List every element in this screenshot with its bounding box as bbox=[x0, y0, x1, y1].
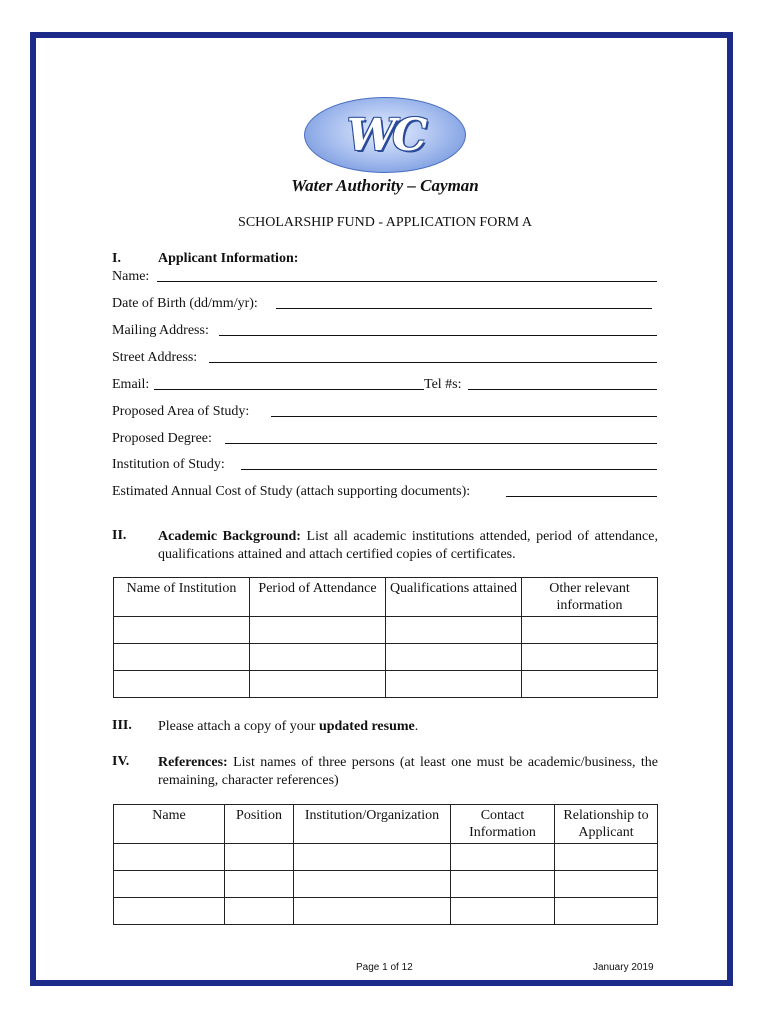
proposed-degree-field-line[interactable] bbox=[225, 443, 657, 444]
updated-resume-emphasis: updated resume bbox=[318, 719, 415, 734]
table-row bbox=[114, 898, 658, 925]
references-header-row bbox=[114, 805, 658, 844]
academic-table bbox=[113, 577, 658, 698]
table-cell[interactable] bbox=[451, 844, 555, 871]
section-3-number: III. bbox=[112, 718, 132, 733]
form-title: SCHOLARSHIP FUND - APPLICATION FORM A bbox=[238, 215, 532, 230]
table-row bbox=[114, 671, 658, 698]
academic-header-row bbox=[114, 578, 658, 617]
references-header-cell: Name bbox=[114, 805, 225, 844]
street-address-field-line[interactable] bbox=[209, 362, 657, 363]
table-row bbox=[114, 844, 658, 871]
table-cell[interactable] bbox=[225, 871, 294, 898]
table-cell[interactable] bbox=[555, 871, 658, 898]
wc-logo bbox=[304, 97, 466, 173]
table-cell[interactable] bbox=[114, 617, 250, 644]
section-2-paragraph bbox=[158, 528, 658, 564]
section-3-paragraph bbox=[158, 718, 418, 736]
academic-header-cell: Qualifications attained bbox=[386, 578, 522, 617]
table-cell[interactable] bbox=[294, 844, 451, 871]
table-cell[interactable] bbox=[555, 844, 658, 871]
section-3-period: . bbox=[414, 719, 419, 734]
table-cell[interactable] bbox=[114, 644, 250, 671]
table-cell[interactable] bbox=[114, 671, 250, 698]
section-2-title: Academic Background: bbox=[158, 529, 301, 544]
references-header-cell: Position bbox=[225, 805, 294, 844]
dob-label: Date of Birth (dd/mm/yr): bbox=[112, 296, 258, 311]
name-field-line[interactable] bbox=[157, 281, 657, 282]
table-cell[interactable] bbox=[114, 871, 225, 898]
section-1-title: Applicant Information: bbox=[158, 251, 299, 266]
cost-field-line[interactable] bbox=[506, 496, 657, 497]
table-row bbox=[114, 617, 658, 644]
section-2-text: List all academic institutions attended, period of attendance, qualifications attained and attach certified copies of certificates. bbox=[158, 529, 658, 562]
table-cell[interactable] bbox=[522, 671, 658, 698]
section-1-number: I. bbox=[112, 251, 121, 266]
institution-field-line[interactable] bbox=[241, 469, 657, 470]
section-3-text: Please attach a copy of your bbox=[158, 719, 319, 734]
table-cell[interactable] bbox=[386, 617, 522, 644]
table-cell[interactable] bbox=[250, 644, 386, 671]
table-cell[interactable] bbox=[250, 617, 386, 644]
section-4-title: References: bbox=[158, 755, 228, 770]
table-cell[interactable] bbox=[451, 898, 555, 925]
org-name: Water Authority – Cayman bbox=[291, 176, 479, 195]
proposed-degree-label: Proposed Degree: bbox=[112, 431, 212, 446]
table-cell[interactable] bbox=[522, 644, 658, 671]
academic-header-cell: Name of Institution bbox=[114, 578, 250, 617]
table-cell[interactable] bbox=[225, 844, 294, 871]
table-row bbox=[114, 871, 658, 898]
area-of-study-label: Proposed Area of Study: bbox=[112, 404, 250, 419]
section-4-number: IV. bbox=[112, 754, 130, 769]
table-cell[interactable] bbox=[294, 871, 451, 898]
section-4-text: List names of three persons (at least one must be academic/business, the remaining, character references) bbox=[158, 755, 658, 788]
email-label: Email: bbox=[112, 377, 150, 392]
table-cell[interactable] bbox=[114, 898, 225, 925]
name-label: Name: bbox=[112, 269, 150, 284]
dob-field-line[interactable] bbox=[276, 308, 652, 309]
table-cell[interactable] bbox=[225, 898, 294, 925]
references-header-cell: Contact Information bbox=[451, 805, 555, 844]
table-cell[interactable] bbox=[386, 671, 522, 698]
tel-label: Tel #s: bbox=[424, 377, 462, 392]
references-table bbox=[113, 804, 658, 925]
table-cell[interactable] bbox=[114, 844, 225, 871]
academic-header-cell: Period of Attendance bbox=[250, 578, 386, 617]
email-field-line[interactable] bbox=[154, 389, 424, 390]
section-4-paragraph bbox=[158, 754, 658, 790]
mailing-address-label: Mailing Address: bbox=[112, 323, 209, 338]
references-header-cell: Institution/Organization bbox=[294, 805, 451, 844]
logo-lettering: WC bbox=[346, 109, 424, 161]
section-2-number: II. bbox=[112, 528, 127, 543]
footer-date: January 2019 bbox=[593, 962, 654, 973]
table-cell[interactable] bbox=[522, 617, 658, 644]
table-cell[interactable] bbox=[294, 898, 451, 925]
cost-label: Estimated Annual Cost of Study (attach supporting documents): bbox=[112, 484, 471, 499]
page-number: Page 1 of 12 bbox=[356, 962, 413, 973]
table-cell[interactable] bbox=[386, 644, 522, 671]
mailing-address-field-line[interactable] bbox=[219, 335, 657, 336]
institution-label: Institution of Study: bbox=[112, 457, 225, 472]
table-cell[interactable] bbox=[451, 871, 555, 898]
area-of-study-field-line[interactable] bbox=[271, 416, 657, 417]
references-header-cell: Relationship to Applicant bbox=[555, 805, 658, 844]
table-cell[interactable] bbox=[555, 898, 658, 925]
tel-field-line[interactable] bbox=[468, 389, 657, 390]
street-address-label: Street Address: bbox=[112, 350, 198, 365]
table-row bbox=[114, 644, 658, 671]
table-cell[interactable] bbox=[250, 671, 386, 698]
academic-header-cell: Other relevant information bbox=[522, 578, 658, 617]
